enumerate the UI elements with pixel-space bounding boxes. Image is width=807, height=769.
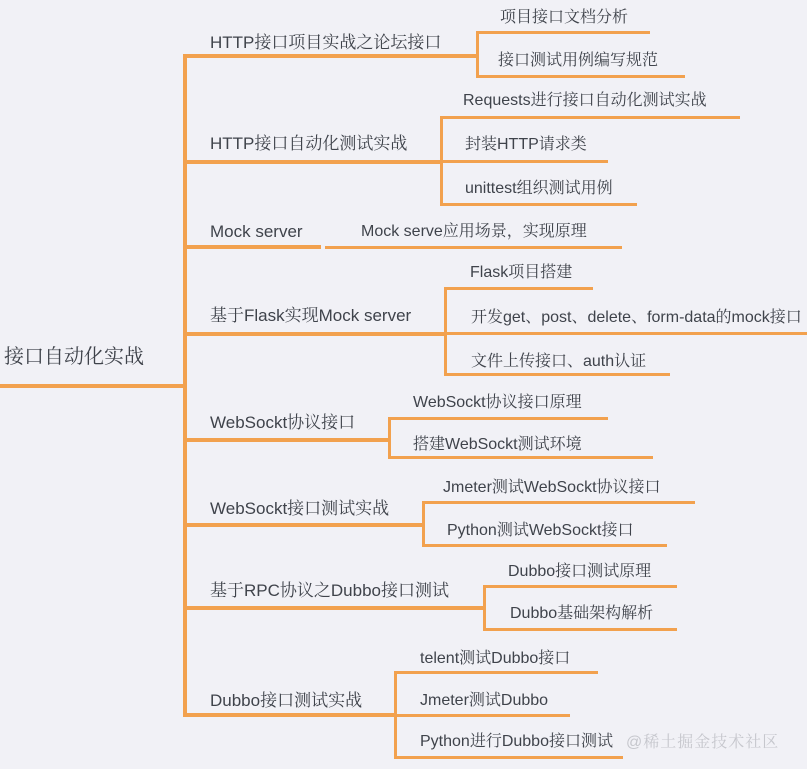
branch-topic-http-forum: HTTP接口项目实战之论坛接口 [210,33,442,52]
subtopic-dubbo-principle: Dubbo接口测试原理 [508,563,652,580]
subtopic-underline [388,417,608,420]
branch-connector [185,606,486,610]
subtopic-requests-practice: Requests进行接口自动化测试实战 [463,92,707,109]
subtopic-underline [394,671,598,674]
branch-connector [185,245,321,249]
bracket-line [483,585,486,631]
branch-topic-http-auto-test: HTTP接口自动化测试实战 [210,134,408,153]
subtopic-underline [444,373,670,376]
subtopic-underline [388,456,653,459]
subtopic-dev-mock-api: 开发get、post、delete、form-data的mock接口 [471,309,802,326]
subtopic-flask-setup: Flask项目搭建 [470,264,573,281]
branch-topic-rpc-dubbo: 基于RPC协议之Dubbo接口测试 [210,581,449,600]
subtopic-telent-dubbo: telent测试Dubbo接口 [420,650,571,667]
branch-connector [185,438,391,442]
subtopic-jmeter-websockt: Jmeter测试WebSockt协议接口 [443,479,661,496]
branch-topic-dubbo-test: Dubbo接口测试实战 [210,691,363,710]
subtopic-underline [394,714,570,717]
subtopic-underline [476,31,650,34]
root-topic: 接口自动化实战 [4,346,144,368]
subtopic-doc-analysis: 项目接口文档分析 [500,9,629,26]
branch-connector [185,54,479,58]
subtopic-underline [422,501,695,504]
subtopic-wrap-http: 封装HTTP请求类 [465,136,587,153]
subtopic-case-spec: 接口测试用例编写规范 [498,52,659,69]
branch-connector [185,160,443,164]
bracket-line [422,501,425,547]
branch-connector [185,523,425,527]
bracket-line [476,31,479,78]
subtopic-underline [394,756,623,759]
subtopic-underline [476,75,685,78]
subtopic-underline [325,246,622,249]
subtopic-underline [440,160,608,163]
subtopic-mock-scenarios: Mock serve应用场景，实现原理 [361,223,587,240]
branch-topic-websockt-protocol: WebSockt协议接口 [210,413,356,432]
branch-connector [185,713,397,717]
subtopic-underline [483,585,677,588]
bracket-line [388,417,391,459]
branch-topic-websockt-test: WebSockt接口测试实战 [210,499,390,518]
root-underline [0,384,187,388]
branch-topic-mock-server: Mock server [210,222,303,241]
subtopic-upload-auth: 文件上传接口、auth认证 [471,353,647,370]
subtopic-underline [444,332,807,335]
subtopic-python-websockt: Python测试WebSockt接口 [447,522,634,539]
subtopic-unittest-organize: unittest组织测试用例 [465,180,613,197]
subtopic-underline [483,628,677,631]
subtopic-underline [444,287,593,290]
watermark-text: @稀土掘金技术社区 [626,734,780,751]
subtopic-python-dubbo: Python进行Dubbo接口测试 [420,733,613,750]
branch-connector [185,332,447,336]
subtopic-underline [440,116,740,119]
branch-topic-flask-mock: 基于Flask实现Mock server [210,306,412,325]
subtopic-jmeter-dubbo: Jmeter测试Dubbo [420,692,549,709]
subtopic-underline [440,203,637,206]
subtopic-websockt-principle: WebSockt协议接口原理 [413,394,582,411]
subtopic-dubbo-architecture: Dubbo基础架构解析 [510,605,654,622]
subtopic-underline [422,544,667,547]
subtopic-websockt-env: 搭建WebSockt测试环境 [413,436,582,453]
